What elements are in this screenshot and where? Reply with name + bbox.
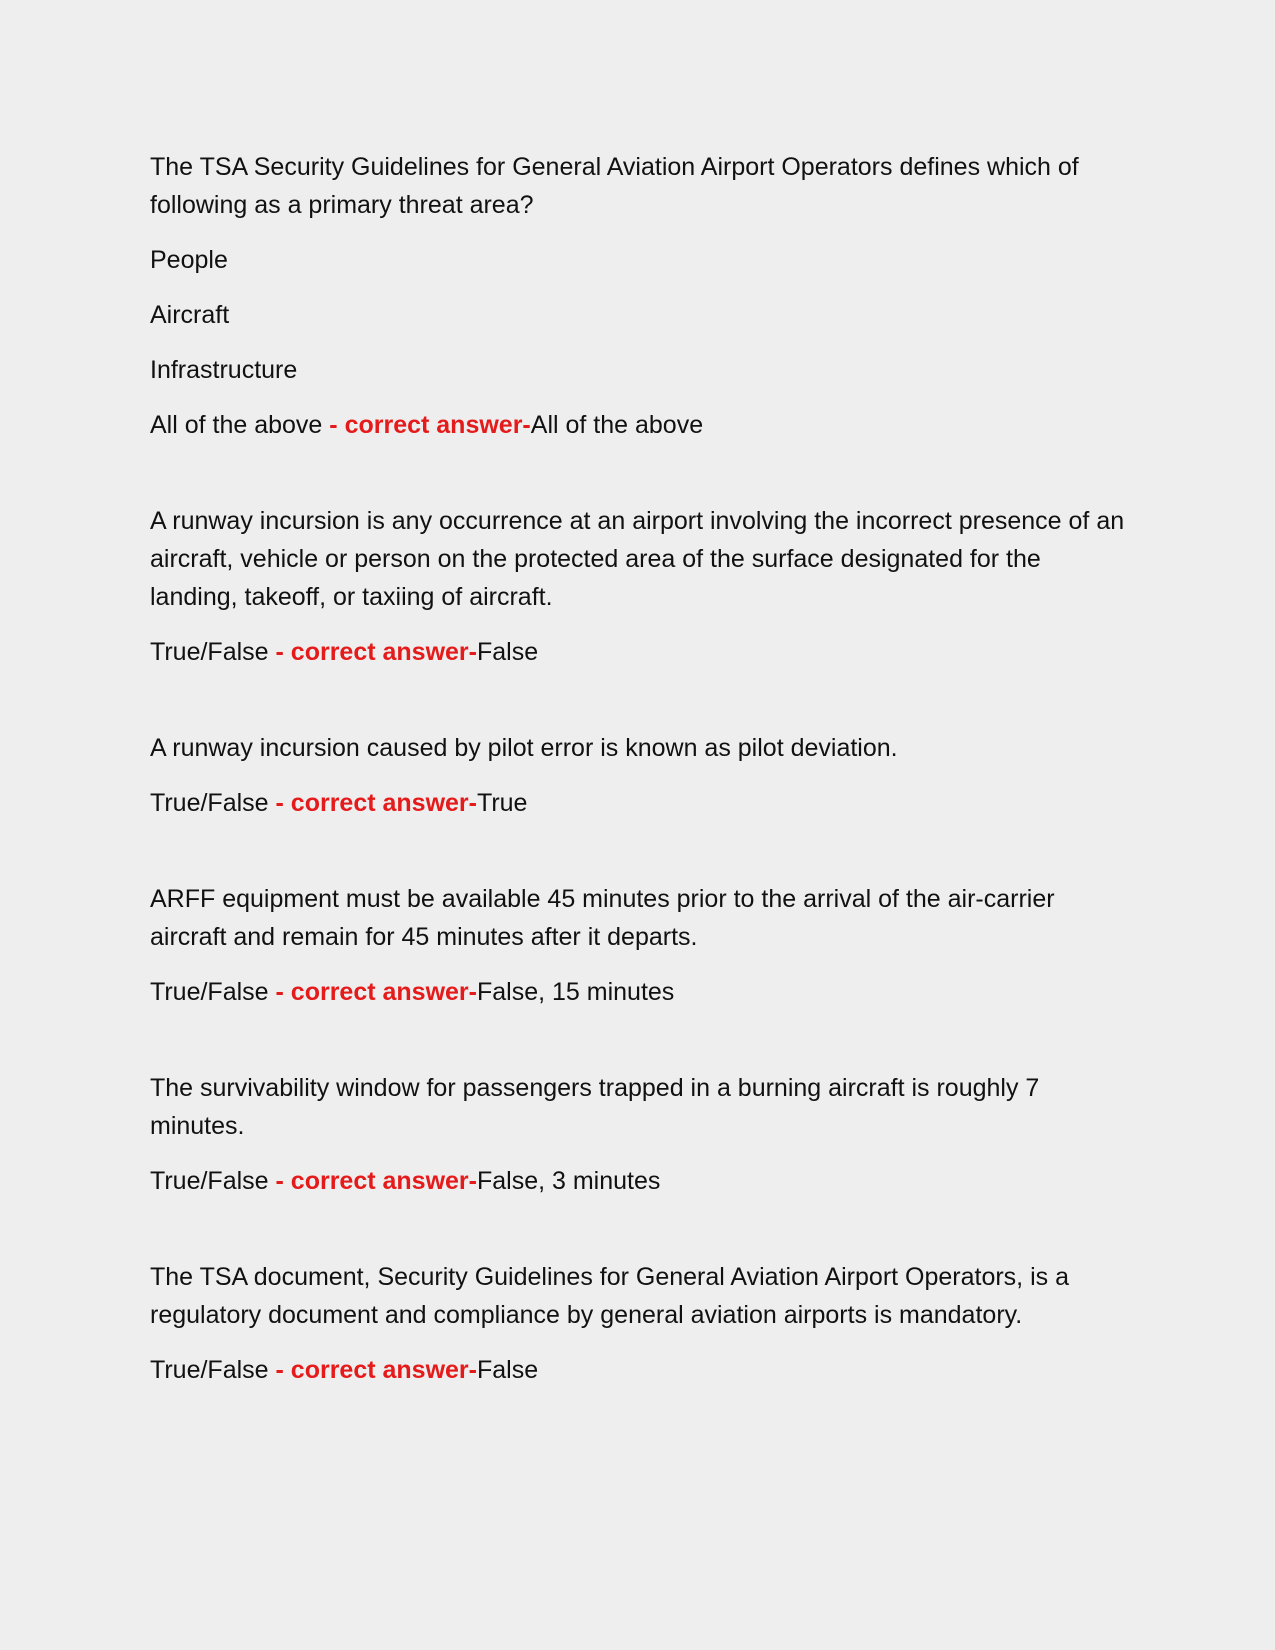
correct-answer-marker: - correct answer-	[275, 638, 477, 666]
answer-prompt: True/False	[150, 1356, 269, 1384]
answer-value: False	[476, 1356, 539, 1384]
answer-value: True	[476, 789, 528, 817]
qa-list	[150, 148, 1130, 1447]
answer-prompt: True/False	[150, 1167, 269, 1195]
qa-item-1	[150, 148, 1130, 444]
option-infrastructure: Infrastructure	[150, 356, 298, 384]
option-people: People	[150, 246, 228, 274]
qa-item-4	[150, 880, 1130, 1011]
question-text: A runway incursion caused by pilot error is known as pilot deviation.	[150, 734, 898, 762]
correct-answer-marker: - correct answer-	[275, 1356, 477, 1384]
answer-value: All of the above	[530, 411, 704, 439]
qa-item-2	[150, 502, 1130, 671]
question-text: The survivability window for passengers trapped in a burning aircraft is roughly 7 minutes.	[150, 1074, 1040, 1140]
answer-prompt: True/False	[150, 789, 269, 817]
answer-value: False, 3 minutes	[476, 1167, 661, 1195]
correct-answer-marker: - correct answer-	[275, 978, 477, 1006]
question-text: ARFF equipment must be available 45 minutes prior to the arrival of the air-carrier aircraft and remain for 45 minutes after it departs.	[150, 885, 1055, 951]
answer-line	[150, 406, 1130, 444]
answer-prompt: All of the above	[150, 411, 323, 439]
correct-answer-marker: - correct answer-	[329, 411, 531, 439]
answer-line	[150, 784, 1130, 822]
qa-item-3	[150, 729, 1130, 822]
answer-prompt: True/False	[150, 978, 269, 1006]
answer-line	[150, 973, 1130, 1011]
correct-answer-marker: - correct answer-	[275, 1167, 477, 1195]
answer-prompt: True/False	[150, 638, 269, 666]
answer-value: False, 15 minutes	[476, 978, 675, 1006]
answer-line	[150, 1162, 1130, 1200]
qa-item-5	[150, 1069, 1130, 1200]
question-text: The TSA document, Security Guidelines for General Aviation Airport Operators, is a regulatory document and compliance by general aviation airports is mandatory.	[150, 1263, 1069, 1329]
option-aircraft: Aircraft	[150, 301, 230, 329]
qa-item-6	[150, 1258, 1130, 1389]
correct-answer-marker: - correct answer-	[275, 789, 477, 817]
question-text: The TSA Security Guidelines for General Aviation Airport Operators defines which of following as a primary threat area?	[150, 153, 1079, 219]
answer-line	[150, 1351, 1130, 1389]
answer-value: False	[476, 638, 539, 666]
question-text: A runway incursion is any occurrence at an airport involving the incorrect presence of an aircraft, vehicle or person on the protected area of the surface designated for the landing, takeoff, or taxiing of aircraft.	[150, 507, 1125, 611]
answer-line	[150, 633, 1130, 671]
